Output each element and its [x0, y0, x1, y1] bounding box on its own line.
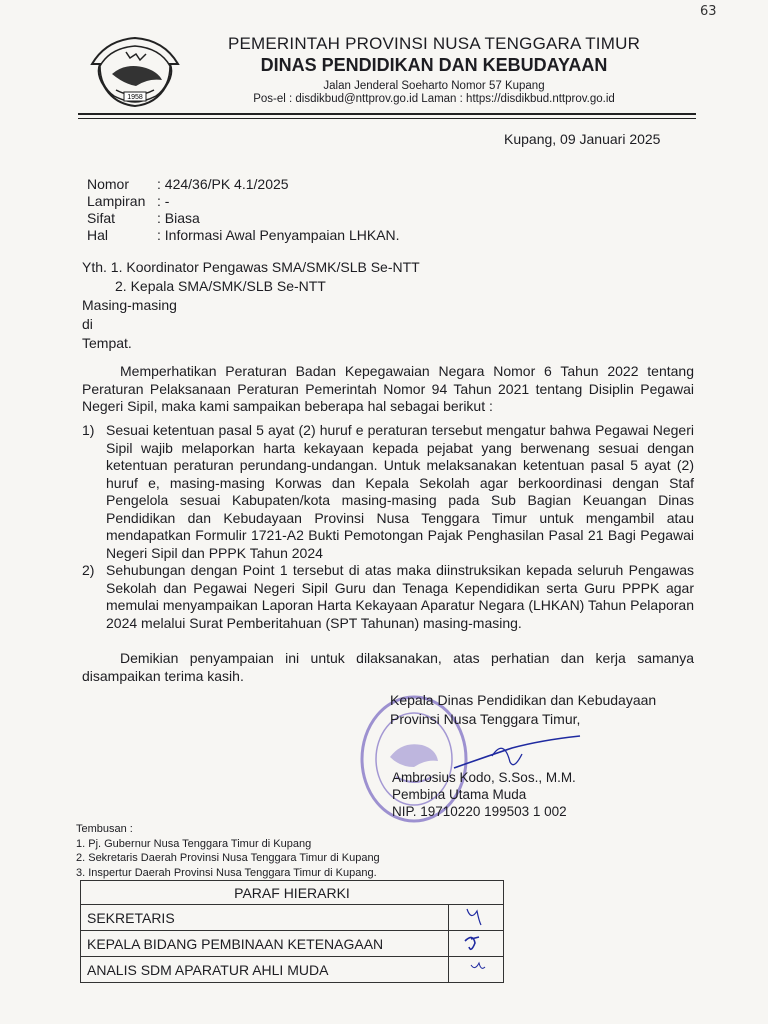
paraf-role: ANALIS SDM APARATUR AHLI MUDA: [81, 957, 449, 983]
addressee-line: di: [82, 316, 93, 332]
list-item: 2. Sekretaris Daerah Provinsi Nusa Tenggara Timur di Kupang: [76, 852, 380, 864]
paraf-initial-cell: [449, 905, 504, 931]
addressee-line: 2. Kepala SMA/SMK/SLB Se-NTT: [115, 278, 326, 294]
intro-paragraph: Memperhatikan Peraturan Badan Kepegawaian Negara Nomor 6 Tahun 2022 tentang Peraturan Pelaksanaan Peraturan Pemerintah Nomor 94 Tahun 2021 tentang Disiplin Pegawai Negeri Sipil, maka kami sampaikan beberapa hal sebagai berikut :: [82, 363, 694, 414]
signatory-identity: [392, 769, 576, 820]
paraf-role: SEKRETARIS: [81, 905, 449, 931]
initial-mark: [449, 905, 503, 927]
signatory-rank: Pembina Utama Muda: [392, 787, 527, 802]
signatory-title-line: Provinsi Nusa Tenggara Timur,: [390, 710, 581, 727]
addressee-line: Masing-masing: [82, 297, 177, 313]
closing-paragraph: Demikian penyampaian ini untuk dilaksanakan, atas perhatian dan kerja samanya disampaikan terima kasih.: [82, 650, 694, 684]
letterhead: [190, 34, 678, 105]
provincial-emblem-logo: [86, 34, 184, 108]
agency-contact: Pos-el : disdikbud@nttprov.go.id Laman : https://disdikbud.nttprov.go.id: [253, 93, 615, 105]
table-row: [81, 931, 504, 957]
paraf-initial-cell: [449, 957, 504, 983]
list-item: 3. Inspertur Daerah Provinsi Nusa Tenggara Timur di Kupang.: [76, 866, 377, 879]
paraf-header: PARAF HIERARKI: [81, 881, 504, 905]
copies-label: Tembusan :: [76, 823, 133, 835]
signatory-title-line: Kepala Dinas Pendidikan dan Kebudayaan: [390, 692, 657, 708]
signatory-name: Ambrosius Kodo, S.Sos., M.M.: [392, 770, 576, 785]
paraf-initial-cell: [449, 931, 504, 957]
addressee-line: Yth. 1. Koordinator Pengawas SMA/SMK/SLB Se-NTT: [82, 259, 420, 275]
initial-mark: [449, 957, 503, 979]
letter-date: Kupang, 09 Januari 2025: [504, 131, 661, 147]
addressee-block: [82, 258, 420, 353]
addressee-line: Tempat.: [82, 335, 132, 351]
points-list: [82, 422, 694, 632]
list-item: 2) Sehubungan dengan Point 1 tersebut di atas maka diinstruksikan kepada seluruh Pengawas Sekolah dan Pegawai Negeri Sipil Guru dan Tenaga Kependidikan serta Guru PPPK agar memulai menyampaikan Laporan Harta Kekayaan Aparatur Negara (LHKAN) Tahun Pelaporan 2024 melalui Surat Pemberitahuan (SPT Tahunan) masing-masing.: [82, 562, 694, 631]
table-row: [81, 957, 504, 983]
list-item: 1) Sesuai ketentuan pasal 5 ayat (2) huruf e peraturan tersebut mengatur bahwa Pegawai Negeri Sipil wajib melaporkan harta kekayaan kepada pejabat yang berwenang sesuai dengan ketentuan peraturan perundang-undangan. Untuk melaksanakan ketentuan pasal 5 ayat (2) huruf e, masing-masing Korwas dan Kepala Sekolah agar berkoordinasi dengan Staf Pengelola sesuai Kabupaten/kota masing-masing pada Sub Bagian Keuangan Dinas Pendidikan dan Kebudayaan Provinsi Nusa Tenggara Timur untuk mengambil atau mendapatkan Formulir 1721-A2 Bukti Pemotongan Pajak Penghasilan Pasal 21 Bagi Pegawai Negeri Sipil dan PPPK Tahun 2024: [82, 422, 694, 561]
meta-row: Nomor : 424/36/PK 4.1/2025: [87, 176, 289, 192]
government-name: PEMERINTAH PROVINSI NUSA TENGGARA TIMUR: [227, 34, 641, 53]
meta-row: Lampiran : -: [87, 193, 170, 209]
initial-mark: [449, 931, 503, 953]
letterhead-rule-thick: [78, 113, 696, 115]
letter-meta: [87, 176, 400, 244]
letterhead-rule-thin: [78, 118, 696, 119]
svg-text:1958: 1958: [127, 94, 143, 101]
meta-row: Hal : Informasi Awal Penyampaian LHKAN.: [87, 227, 400, 243]
copies-list: [76, 822, 380, 880]
paraf-table: [80, 880, 504, 983]
agency-name: DINAS PENDIDIKAN DAN KEBUDAYAAN: [260, 55, 608, 75]
meta-row: Sifat : Biasa: [87, 210, 200, 226]
agency-address: Jalan Jenderal Soeharto Nomor 57 Kupang: [323, 80, 545, 92]
page-number: 63: [700, 4, 717, 19]
list-item: 1. Pj. Gubernur Nusa Tenggara Timur di Kupang: [76, 837, 312, 850]
paraf-role: KEPALA BIDANG PEMBINAAN KETENAGAAN: [81, 931, 449, 957]
signatory-nip: NIP. 19710220 199503 1 002: [392, 804, 567, 819]
table-row: [81, 905, 504, 931]
signatory-title: [390, 691, 656, 728]
